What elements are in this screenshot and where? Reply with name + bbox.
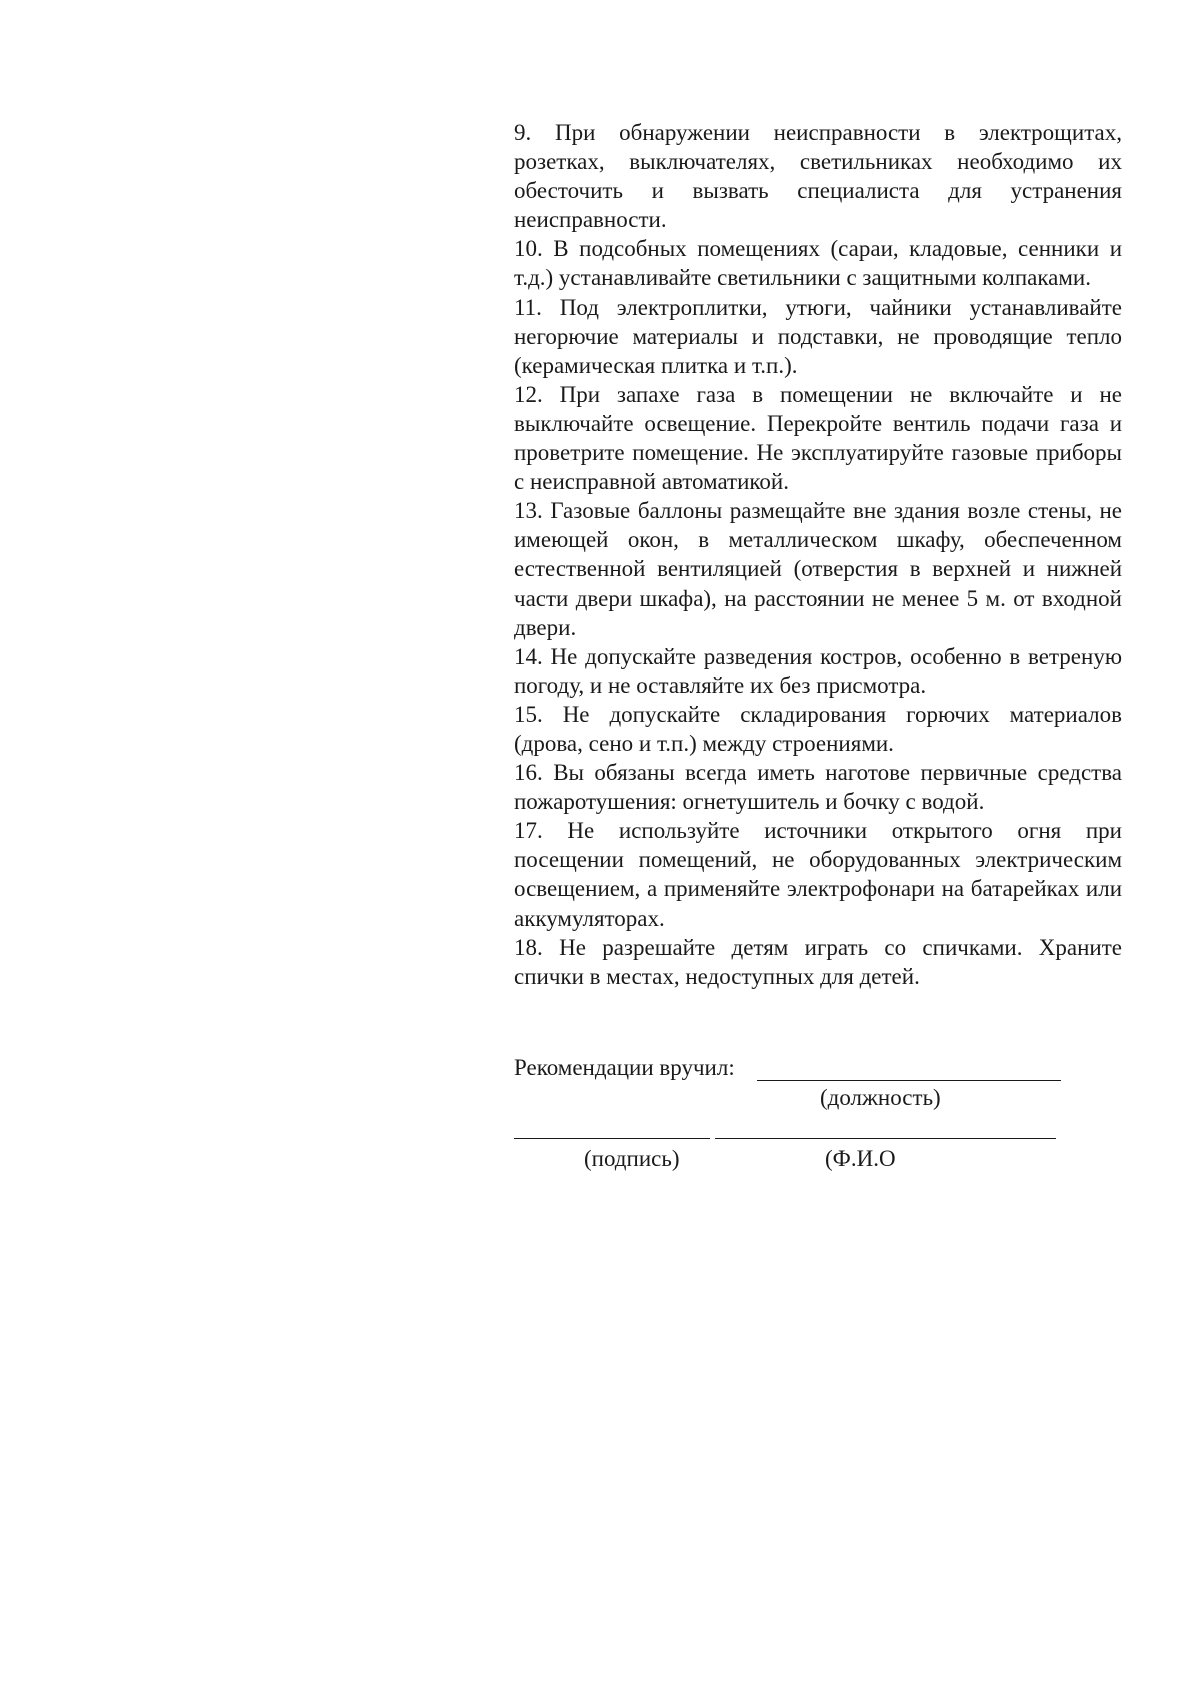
name-caption: (Ф.И.О (825, 1146, 896, 1171)
handed-over-label: Рекомендации вручил: (514, 1055, 735, 1080)
list-item: 12. При запахе газа в помещении не включайте и не выключайте освещение. Перекройте вентиль подачи газа и проветрите помещение. Не эксплуатируйте газовые приборы с неисправной автоматикой. (514, 381, 1122, 495)
list-item: 18. Не разрешайте детям играть со спичками. Храните спички в местах, недоступных для детей. (514, 934, 1122, 989)
position-line (757, 1080, 1061, 1081)
list-item: 9. При обнаружении неисправности в электрощитах, розетках, выключателях, светильниках необходимо их обесточить и вызвать специалиста для устранения неисправности. (514, 120, 1122, 233)
list-item: 17. Не используйте источники открытого огня при посещении помещений, не оборудованных электрическим освещением, а применяйте электрофонари на батарейках или аккумуляторах. (514, 818, 1122, 931)
list-item: 14. Не допускайте разведения костров, особенно в ветреную погоду, и не оставляйте их без присмотра. (514, 643, 1122, 698)
list-item: 16. Вы обязаны всегда иметь наготове первичные средства пожаротушения: огнетушитель и бочку с водой. (514, 760, 1122, 815)
signature-caption: (подпись) (584, 1146, 680, 1171)
list-item: 10. В подсобных помещениях (сараи, кладовые, сенники и т.д.) устанавливайте светильники с защитными колпаками. (514, 236, 1122, 291)
signature-line (514, 1138, 710, 1139)
list-item: 11. Под электроплитки, утюги, чайники устанавливайте негорючие материалы и подставки, не проводящие тепло (керамическая плитка и т.п.). (514, 294, 1122, 378)
list-item: 13. Газовые баллоны размещайте вне здания возле стены, не имеющей окон, в металлическом шкафу, обеспеченном естественной вентиляцией (отверстия в верхней и нижней части двери шкафа), на расстоянии не менее 5 м. от входной двери. (514, 498, 1122, 640)
position-caption: (должность) (820, 1085, 941, 1110)
name-line (715, 1138, 1056, 1139)
list-item: 15. Не допускайте складирования горючих материалов (дрова, сено и т.п.) между строениями. (514, 701, 1122, 756)
recommendations-list (514, 118, 1122, 991)
